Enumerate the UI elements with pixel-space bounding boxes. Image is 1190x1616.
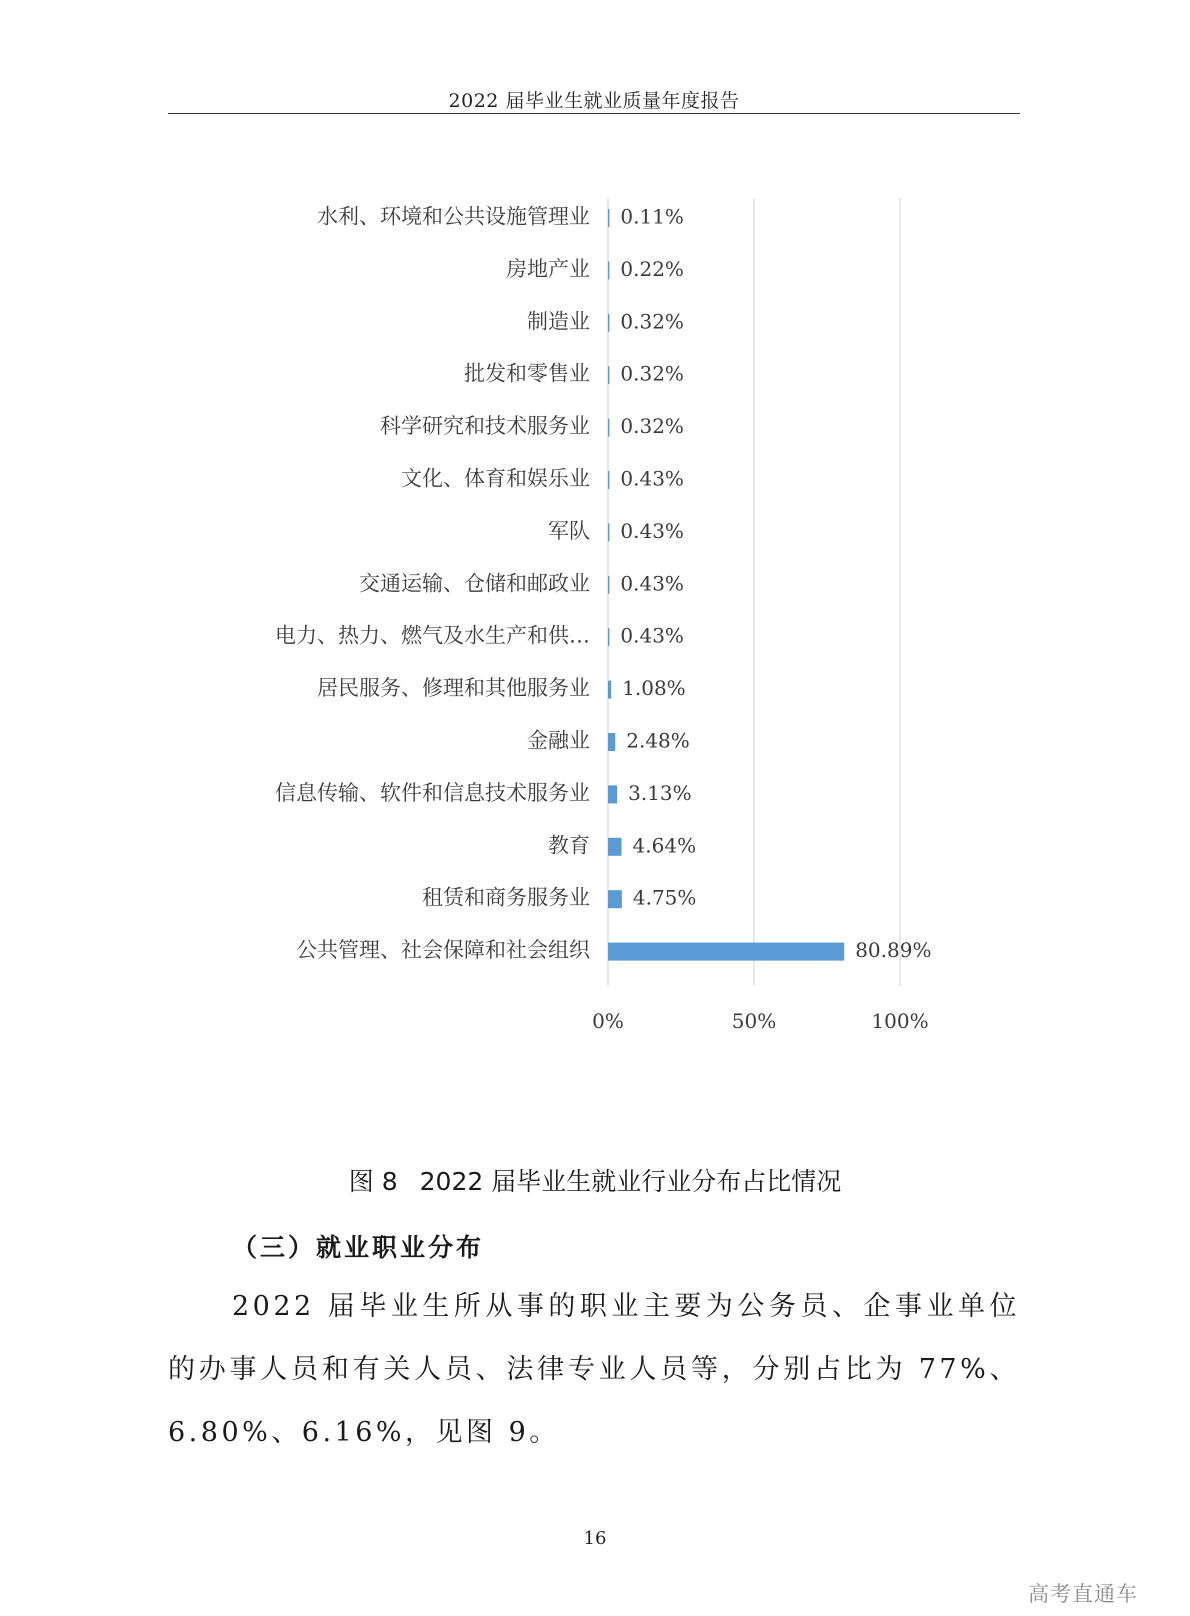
bar <box>608 733 615 751</box>
bar <box>608 785 617 803</box>
bar <box>608 681 611 699</box>
bar <box>608 890 622 908</box>
category-label: 水利、环境和公共设施管理业 <box>317 204 590 229</box>
category-label: 交通运输、仓储和邮政业 <box>359 571 590 596</box>
x-tick-label: 50% <box>731 1009 777 1033</box>
data-label: 0.11% <box>620 204 684 229</box>
x-tick-label: 100% <box>871 1009 929 1033</box>
category-label: 房地产业 <box>506 256 590 281</box>
data-label: 0.43% <box>620 466 684 491</box>
body-paragraph: 2022 届毕业生所从事的职业主要为公务员、企事业单位的办事人员和有关人员、法律专业人员等，分别占比为 77%、6.80%、6.16%，见图 9。 <box>168 1291 1020 1448</box>
bar <box>608 314 609 332</box>
category-label: 租赁和商务服务业 <box>422 885 590 910</box>
bar <box>608 576 609 594</box>
data-label: 2.48% <box>626 728 690 753</box>
data-label: 3.13% <box>628 780 692 805</box>
category-label: 文化、体育和娱乐业 <box>401 466 590 491</box>
bar <box>608 523 609 541</box>
section-heading: （三）就业职业分布 <box>232 1233 485 1262</box>
bar <box>608 943 844 961</box>
data-label: 0.43% <box>620 518 684 543</box>
figure-caption-text: 2022 届毕业生就业行业分布占比情况 <box>419 1167 842 1196</box>
watermark-text: 高考直通车 <box>1028 1582 1138 1606</box>
bar <box>608 209 609 227</box>
category-label: 信息传输、软件和信息技术服务业 <box>275 780 590 805</box>
bar <box>608 838 622 856</box>
bar <box>608 366 609 384</box>
bar <box>608 419 609 437</box>
data-label: 0.43% <box>620 623 684 648</box>
figure-number: 图 8 <box>348 1167 398 1196</box>
bar <box>608 471 609 489</box>
bar <box>608 261 609 279</box>
data-label: 0.32% <box>620 414 684 439</box>
running-header: 2022 届毕业生就业质量年度报告 <box>448 90 740 112</box>
bar <box>608 628 609 646</box>
figure-caption <box>0 1162 1190 1198</box>
category-label: 制造业 <box>527 309 590 334</box>
category-label: 居民服务、修理和其他服务业 <box>317 676 590 701</box>
data-label: 80.89% <box>855 938 932 963</box>
industry-distribution-bar-chart <box>0 180 1190 1060</box>
chart-labels <box>275 205 931 1034</box>
category-label: 军队 <box>548 518 590 543</box>
data-label: 1.08% <box>622 676 686 701</box>
page-number: 16 <box>583 1528 607 1549</box>
category-label: 公共管理、社会保障和社会组织 <box>296 938 590 963</box>
data-label: 0.32% <box>620 309 684 334</box>
category-label: 电力、热力、燃气及水生产和供… <box>275 623 590 648</box>
header-divider <box>168 113 1020 114</box>
data-label: 0.43% <box>620 571 684 596</box>
data-label: 4.64% <box>632 833 697 858</box>
x-tick-label: 0% <box>592 1009 624 1033</box>
data-label: 4.75% <box>632 885 697 910</box>
category-label: 科学研究和技术服务业 <box>380 414 590 439</box>
category-label: 金融业 <box>527 728 590 753</box>
category-label: 教育 <box>548 833 590 858</box>
category-label: 批发和零售业 <box>464 361 590 386</box>
data-label: 0.22% <box>620 256 684 281</box>
data-label: 0.32% <box>620 361 684 386</box>
